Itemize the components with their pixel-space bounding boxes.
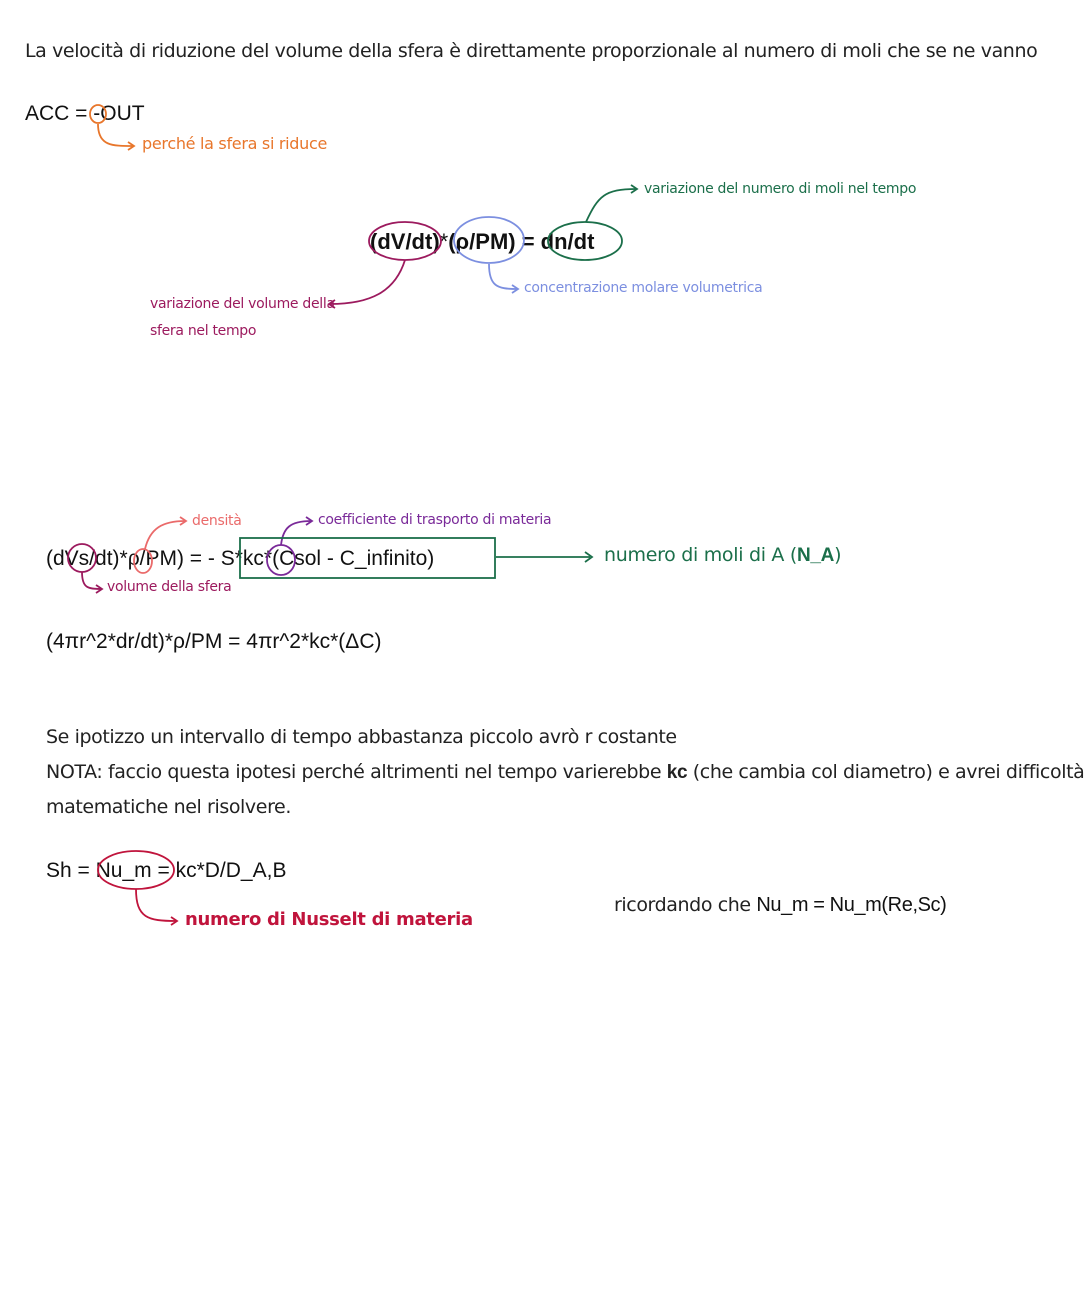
balance-lhs: ACC = (25, 102, 94, 125)
eq2-boxed: S*kc*(Csol - C_infinito) (220, 547, 435, 570)
eq2-note-moles-bold: N_A (796, 545, 835, 566)
rho-arrowhead (512, 285, 518, 293)
hypothesis-line-2-prefix: NOTA: faccio questa ipotesi perché altrimenti nel tempo varierebbe (46, 761, 667, 783)
sherwood-rest: = kc*D/D_A,B (151, 859, 287, 882)
eq2-note-moles-prefix: numero di moli di A ( (604, 544, 797, 566)
sherwood-remember-prefix: ricordando che (614, 894, 757, 916)
hypothesis-line-2 (46, 763, 1084, 782)
sherwood-equation (46, 860, 286, 881)
eq1-equals: = (515, 229, 541, 254)
hypothesis-line-1: Se ipotizzo un intervallo di tempo abbastanza piccolo avrò r costante (46, 726, 677, 748)
balance-rhs: OUT (100, 102, 145, 125)
eq1-note-dv-line2: sfera nel tempo (150, 323, 257, 339)
hypothesis-line-2-suffix: (che cambia col diametro) e avrei difficoltà (687, 761, 1084, 783)
num-arrowhead (171, 917, 177, 925)
eq1-note-dv-line1: variazione del volume della (150, 296, 335, 312)
sherwood-note: numero di Nusselt di materia (185, 909, 473, 930)
eq1-term-rho: (ρ/PM) (448, 229, 516, 254)
rho-arrow (489, 264, 517, 289)
equation-1 (370, 231, 594, 253)
dv-arrow (330, 260, 405, 304)
sherwood-remember (614, 895, 946, 915)
num-arrow (136, 889, 176, 921)
eq2-note-kc: coefficiente di trasporto di materia (318, 512, 552, 528)
density-arrow (145, 521, 185, 549)
eq2-note-moles-suffix: ) (834, 544, 842, 566)
equation-2 (46, 548, 434, 569)
hypothesis-kc: kc (666, 762, 688, 783)
balance-minus: - (93, 102, 101, 125)
intro-sentence: La velocità di riduzione del volume della sfera è direttamente proporzionale al numero di moli che se ne vanno (25, 40, 1038, 62)
kc-arrowhead (306, 517, 312, 525)
dn-arrowhead (631, 185, 637, 193)
minus-arrow (98, 124, 133, 146)
minus-arrowhead (128, 142, 134, 150)
hypothesis-line-3: matematiche nel risolvere. (46, 796, 291, 818)
eq1-note-dn: variazione del numero di moli nel tempo (644, 181, 917, 197)
eq2-left: (dVs/dt)*ρ/PM) = - (46, 547, 221, 570)
balance-note: perché la sfera si riduce (142, 134, 328, 153)
dn-arrow (586, 189, 636, 222)
kc-arrow (281, 521, 311, 545)
eq1-term-dv: (dV/dt) (370, 229, 440, 254)
eq2-note-moles (604, 546, 841, 565)
eq2-note-volume: volume della sfera (107, 579, 232, 595)
vs-arrowhead (96, 585, 102, 593)
eq1-term-dn: dn/dt (540, 229, 595, 254)
sherwood-num: Nu_m (95, 859, 152, 882)
eq1-star: * (439, 229, 449, 254)
density-arrowhead (180, 517, 186, 525)
vs-arrow (82, 572, 101, 589)
sherwood-remember-formula: Nu_m = Nu_m(Re,Sc) (756, 894, 947, 916)
eq2-note-density: densità (192, 513, 242, 529)
equation-3: (4πr^2*dr/dt)*ρ/PM = 4πr^2*kc*(ΔC) (46, 630, 382, 653)
sherwood-sh: Sh = (46, 859, 96, 882)
moles-arrowhead (585, 552, 592, 562)
balance-equation (25, 103, 145, 124)
eq1-note-rho: concentrazione molare volumetrica (524, 280, 763, 296)
